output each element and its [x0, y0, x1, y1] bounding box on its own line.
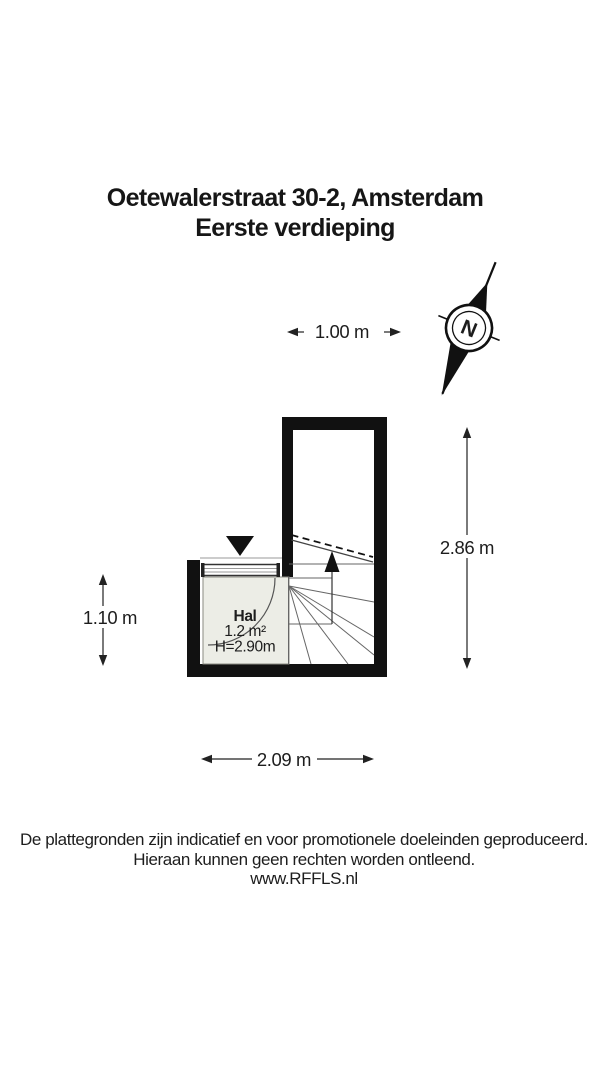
dimension-stairwell-width — [287, 321, 401, 342]
wall-stairwell-top — [282, 417, 387, 430]
compass-north-label: N — [457, 315, 480, 343]
room-area: 1.2 m² — [224, 623, 266, 640]
dim-label-hal-height: 1.10 m — [82, 607, 138, 628]
disclaimer-website: www.RFFLS.nl — [250, 869, 358, 888]
dim-arrowhead-left — [201, 755, 212, 763]
dimension-total-width — [201, 747, 374, 770]
stair-treads — [288, 564, 374, 664]
dim-label-stairwell-height: 2.86 m — [439, 537, 495, 558]
page-title-address: Oetewalerstraat 30-2, Amsterdam — [106, 184, 484, 212]
dimension-stairwell-height — [436, 427, 498, 669]
disclaimer-line-2: Hieraan kunnen geen rechten worden ontleend. — [133, 849, 475, 869]
page-title-floor: Eerste verdieping — [195, 214, 395, 242]
stair-winder — [289, 586, 348, 664]
disclaimer-line-1: De plattegronden zijn indicatief en voor promotionele doeleinden geproduceerd. — [20, 830, 588, 849]
compass-rose — [411, 250, 526, 408]
entry-arrow-icon — [226, 536, 254, 556]
dim-arrowhead-right — [390, 328, 401, 336]
dim-arrowhead-right — [363, 755, 374, 763]
room-ceiling-height: H=2.90m — [214, 638, 276, 656]
dimension-hal-height — [80, 574, 139, 666]
dim-arrowhead-down — [99, 655, 107, 666]
wall-stairwell-right — [374, 417, 387, 677]
room-name: Hal — [233, 608, 257, 625]
dim-arrowhead-up — [463, 427, 471, 438]
entry-door-frame — [200, 558, 282, 577]
door-frame-post-right — [277, 563, 281, 577]
dim-arrowhead-up — [99, 574, 107, 585]
wall-bottom — [187, 664, 387, 677]
dim-label-total-width: 2.09 m — [256, 749, 312, 770]
stair-direction-arrow-icon — [325, 551, 340, 572]
dim-arrowhead-down — [463, 658, 471, 669]
wall-stairwell-left — [282, 417, 293, 577]
dim-label-stairwell-width: 1.00 m — [314, 321, 370, 342]
staircase — [288, 535, 374, 664]
door-frame-post-left — [201, 563, 205, 577]
wall-hal-left — [187, 560, 200, 677]
dim-arrowhead-left — [287, 328, 298, 336]
disclaimer — [0, 830, 608, 889]
